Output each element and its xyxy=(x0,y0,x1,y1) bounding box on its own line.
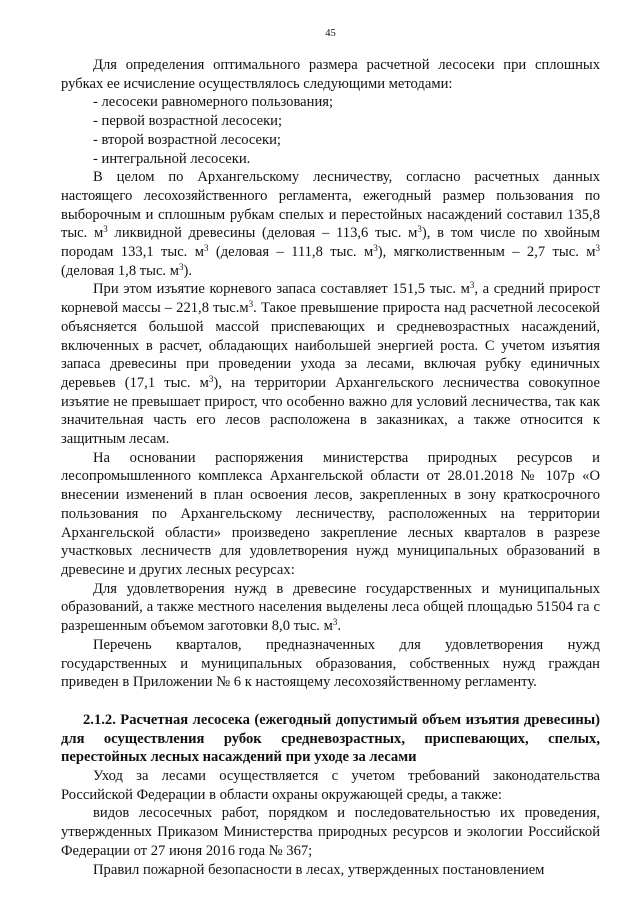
paragraph-root-stock: При этом изъятие корневого запаса составляет 151,5 тыс. $м^3$, а средний прирост корневой массы – 221,8 $тыс.м^3$. Такое превышение прироста над расчетной лесосекой объясняется большой массой приспевающих и средневозрастных насаждений, включенных в расчет, обладающих наибольшей энергией роста. С учетом изъятия запаса древесины при проведении ухода за лесами, включая рубку единичных деревьев (17,1 тыс. $м^3$), на территории Архангельского лесничества совокупное изъятие не превышает прирост, что особенно важно для условий лесничества, так как значительная часть его лесов расположена в заказниках, а также относится к защитным лесам. xyxy=(61,280,600,448)
paragraph-forest-care: Уход за лесами осуществляется с учетом требований законодательства Российской Федерации в области охраны окружающей среды, а также: xyxy=(61,768,600,803)
list-item: - лесосеки равномерного пользования; xyxy=(93,94,334,111)
paragraph-fire-rules: Правил пожарной безопасности в лесах, утвержденных постановлением xyxy=(93,861,545,878)
page-number: 45 xyxy=(325,28,336,39)
section-heading: 2.1.2. Расчетная лесосека (ежегодный допустимый объем изъятия древесины) для осуществления рубок средневозрастных, приспевающих, спелых, перестойных лесных насаждений при уходе за лесами xyxy=(61,711,600,766)
list-item: - первой возрастной лесосеки; xyxy=(93,113,283,130)
list-item: - второй возрастной лесосеки; xyxy=(93,131,281,148)
paragraph-municipal-needs: Для удовлетворения нужд в древесине государственных и муниципальных образований, а также местного населения выделены леса общей площадью 51504 га с разрешенным объемом заготовки 8,0 тыс. $м^3$. xyxy=(61,580,600,635)
list-item: - интегральной лесосеки. xyxy=(93,150,251,167)
paragraph-annual-volume: В целом по Архангельскому лесничеству, согласно расчетных данных настоящего лесохозяйственного регламента, ежегодный размер пользования по выборочным и сплошным рубкам спелых и перестойных насаждений составил 135,8 тыс. $м^3$ ликвидной древесины (деловая – 113,6 тыс. $м^3$), в том числе по хвойным породам 133,1 тыс. $м^3$ (деловая – 111,8 тыс. $м^3$), мягколиственным – 2,7 тыс. $м^3$ (деловая 1,8 тыс. $м^3$). xyxy=(61,169,600,279)
paragraph-calculation-methods: Для определения оптимального размера расчетной лесосеки при сплошных рубках ее исчисление осуществлялось следующими методами: xyxy=(61,57,600,92)
paragraph-ministry-order: На основании распоряжения министерства природных ресурсов и лесопромышленного комплекса Архангельской области от 28.01.2018 № 107р «О внесении изменений в план освоения лесов, закрепленных в зону краткосрочного пользования по Архангельскому лесничеству, расположенных на территории Архангельской области» произведено закрепление лесных кварталов в разрезе участковых лесничеств для удовлетворения нужд муниципальных образований в древесине и других лесных ресурсах: xyxy=(61,449,600,578)
methods-list xyxy=(61,93,600,168)
paragraph-quarters-list: Перечень кварталов, предназначенных для удовлетворения нужд государственных и муниципальных образования, собственных нужд граждан приведен в Приложении № 6 к настоящему лесохозяйственному регламенту. xyxy=(61,636,600,691)
paragraph-logging-works: видов лесосечных работ, порядком и последовательностью их проведения, утвержденных Приказом Министерства природных ресурсов и экологии Российской Федерации от 27 июня 2016 года № 367; xyxy=(61,805,600,859)
